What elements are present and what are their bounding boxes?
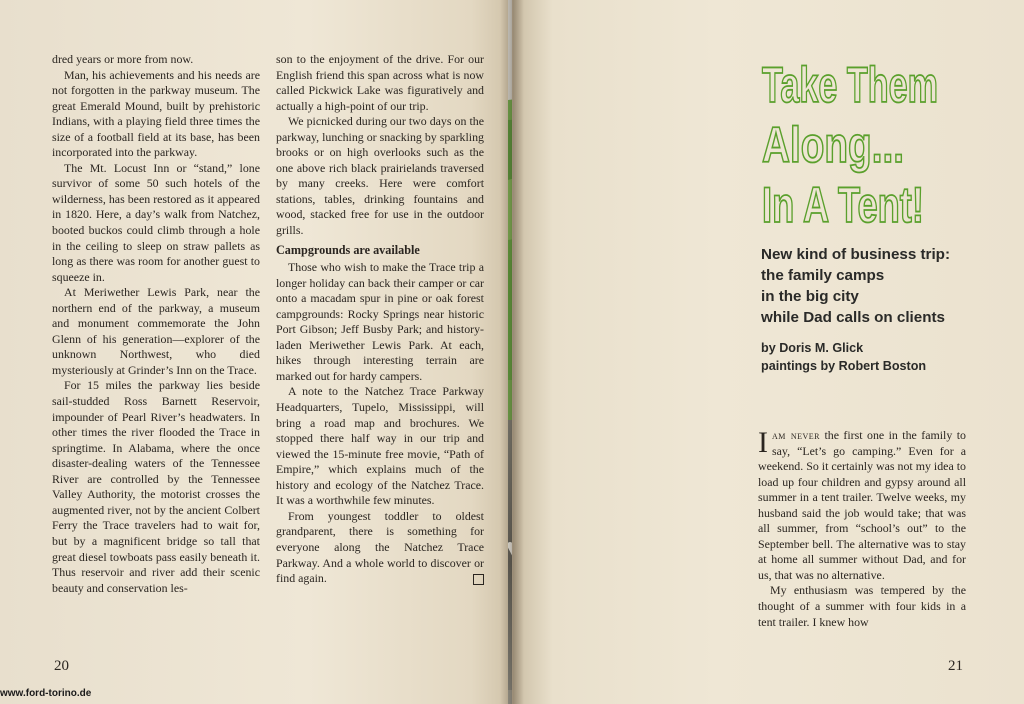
page-number-right: 21 xyxy=(948,658,963,674)
article-subtitle xyxy=(761,244,1001,328)
paragraph: We picnicked during our two days on the parkway, lunching or snacking by sparkling brooks or on high overlooks such as the one above rich black prairielands traversed by many creeks. Here were comfort stations, tables, drinking fountains and wood, stacked free for use in the outdoor grills. xyxy=(276,114,484,238)
paragraph: A note to the Natchez Trace Parkway Headquarters, Tupelo, Mississippi, will bring a road map and brochures. We stopped there half way in our trip and viewed the 15-minute free movie, “Path of Empire,” which explains much of the history and ecology of the Natchez Trace. It was a worthwhile few minutes. xyxy=(276,384,484,508)
title-line-1: Take Them xyxy=(762,57,938,113)
text-column-1 xyxy=(52,52,260,596)
page-gutter xyxy=(500,0,524,704)
byline-artist: paintings by Robert Boston xyxy=(761,358,927,373)
paragraph: At Meriwether Lewis Park, near the northern end of the parkway, a museum and monument commemorate the John Glenn of his generation—explorer of the unknown Northwest, who died mysteriously at Grinder’s Inn on the Trace. xyxy=(52,285,260,377)
subtitle-line: New kind of business trip: xyxy=(761,246,951,263)
byline-author: by Doris M. Glick xyxy=(761,341,864,355)
article-title xyxy=(760,52,1000,232)
paragraph: For 15 miles the parkway lies beside sail-studded Ross Barnett Reservoir, impounder of Pearl River’s headwaters. In other times the river flooded the Trace in springtime. In Alabama, where the once disaster-dealing waters of the Tennessee River are controlled by the Tennessee Valley Authority, the motorist crosses the augmented river, not by the ancient Colbert Ferry the Trace travelers had to wait for, but by a magnificent bridge so tall that great diesel towboats pass easily beneath it. Thus reservoir and river add their scenic beauty and conservation les- xyxy=(52,378,260,595)
page-number-left: 20 xyxy=(54,658,69,674)
subtitle-line: the family camps xyxy=(761,267,885,284)
end-mark-icon xyxy=(473,574,484,585)
opening-smallcaps: am never xyxy=(772,428,820,442)
paragraph: Man, his achievements and his needs are not forgotten in the parkway museum. The great Emerald Mound, built by prehistoric Indians, with a playing field three times the size of a football field at its base, has been incorporated into the parkway. xyxy=(52,67,260,160)
paragraph-opening xyxy=(758,428,966,583)
subtitle-line: while Dad calls on clients xyxy=(761,309,945,326)
subtitle-line: in the big city xyxy=(761,288,859,305)
drop-cap: I xyxy=(758,426,768,459)
text-column-3 xyxy=(758,428,966,630)
paragraph: My enthusiasm was tempered by the thought of a summer with four kids in a tent trailer. I knew how xyxy=(758,583,966,629)
paragraph: The Mt. Locust Inn or “stand,” lone survivor of some 50 such hotels of the wilderness, has been restored as it appeared in 1820. Here, a day’s walk from Natchez, booted buckos could climb through a hole in the ceiling to sleep on straw pallets as long as there was room for another guest to squeeze in. xyxy=(52,160,260,284)
title-line-2: Along... xyxy=(762,117,904,173)
watermark: www.ford-torino.de xyxy=(0,688,92,699)
opening-text: the first one in the family to say, “Let’s go camping.” Even for a weekend. So it certainly was not my idea to load up four children and gypsy around all summer in a tent trailer. Twelve weeks, my husband said the job would take; that was all summer, from “school’s out” to the September bell. The alternative was to stay at home all summer without Dad, and for us, that was no alternative. xyxy=(758,428,966,582)
paragraph: dred years or more from now. xyxy=(52,52,194,66)
section-heading: Campgrounds are available xyxy=(276,242,420,257)
text-column-2 xyxy=(276,52,484,587)
title-line-3: In A Tent! xyxy=(762,177,924,232)
byline xyxy=(761,340,1001,375)
paragraph-final-text: From youngest toddler to oldest grandparent, there is something for everyone along the Natchez Trace Parkway. And a whole world to discover or find again. xyxy=(276,508,484,586)
paragraph: son to the enjoyment of the drive. For our English friend this span across what is now called Pickwick Lake was figuratively and actually a high-point of our trip. xyxy=(276,52,484,113)
paragraph-final xyxy=(276,509,484,587)
paragraph: Those who wish to make the Trace trip a longer holiday can back their camper or car onto a macadam spur in pine or oak forest campgrounds: Rocky Springs near historic Port Gibson; Jeff Busby Park; and history-laden Meriwether Lewis Park. At each, hikes through interesting terrain are marked out for hardy campers. xyxy=(276,260,484,383)
article-title-svg xyxy=(760,52,1000,232)
